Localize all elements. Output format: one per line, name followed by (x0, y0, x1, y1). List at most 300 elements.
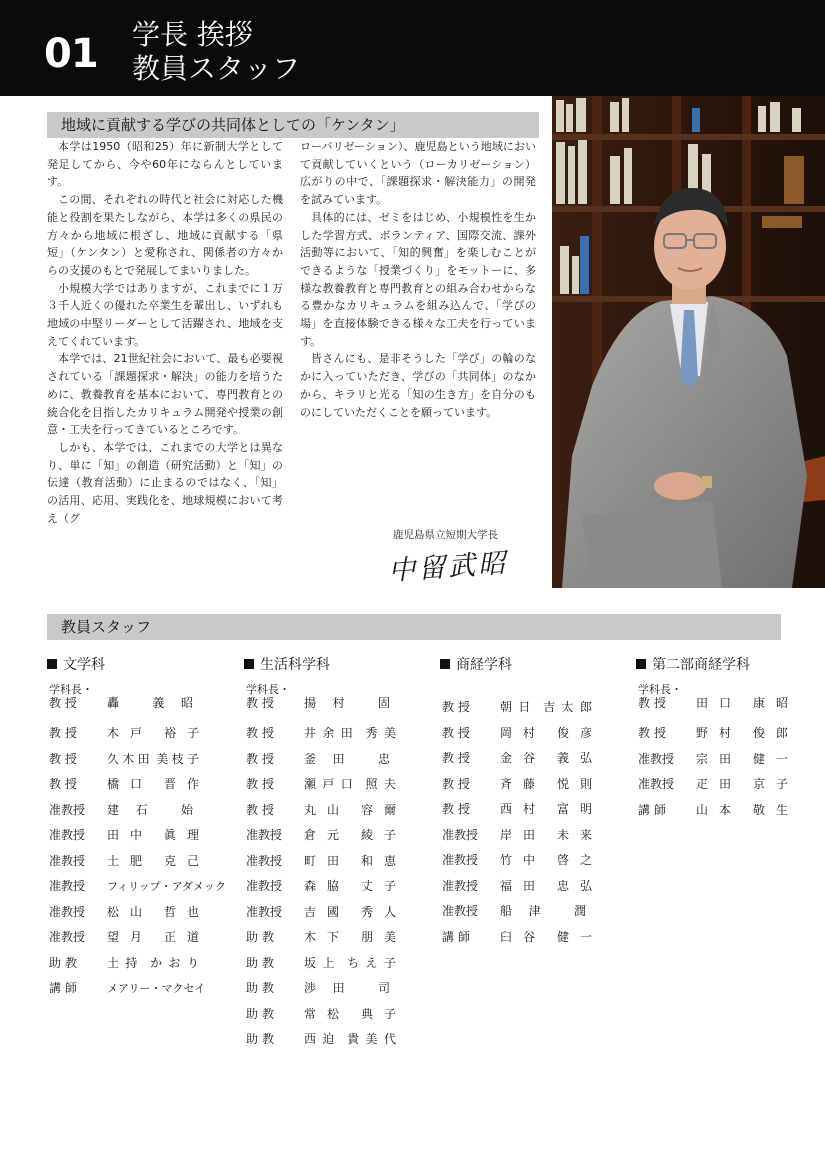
name-char: 下 (327, 930, 340, 944)
staff-row (47, 721, 237, 747)
staff-row (440, 721, 630, 747)
name-char: 京 (752, 777, 765, 791)
name-char: 野 (696, 726, 709, 740)
staff-rank: 助教 (246, 930, 279, 944)
name-char: お (168, 955, 181, 970)
name-char: 富 (556, 802, 569, 816)
staff-name (696, 798, 788, 824)
name-char: 岡 (500, 725, 513, 740)
name-char: 瀬 (304, 777, 317, 791)
name-char: 照 (365, 777, 378, 791)
greeting-heading-bar (47, 112, 539, 138)
greeting-paragraph: しかも、本学では、これまでの大学とは異なり、単に「知」の創造（研究活動）と「知」の伝達（教育活動）に止まるのではなく、「知」の活用、応用、実践化を、地球規模において考え（グ (47, 440, 283, 525)
name-char: 國 (327, 904, 340, 919)
name-char: 敬 (752, 802, 765, 817)
name-char: 太 (561, 700, 574, 714)
staff-rank: 教授 (442, 725, 475, 740)
section-title (132, 18, 300, 86)
staff-name (304, 721, 396, 747)
name-char: 丈 (360, 879, 373, 893)
staff-rank: 准教授 (246, 828, 283, 842)
staff-name (500, 746, 592, 772)
name-char: 元 (327, 828, 340, 842)
staff-rank: 教授 (442, 802, 475, 816)
square-bullet-icon (47, 659, 57, 669)
name-char: 忠 (377, 751, 390, 766)
name-char: 石 (135, 802, 148, 817)
name-char: 中 (130, 828, 143, 842)
staff-rank: 助教 (246, 1006, 279, 1021)
staff-name (304, 696, 390, 711)
signature: 中留武昭 (387, 547, 510, 588)
name-char: 悦 (556, 776, 569, 791)
name-char: 松 (107, 904, 120, 919)
name-char: 明 (579, 802, 592, 816)
name-char: 津 (528, 904, 541, 918)
name-char: 子 (775, 777, 788, 791)
president-portrait-photo (552, 96, 825, 588)
staff-row (244, 1027, 434, 1053)
name-char: 夫 (383, 777, 396, 791)
name-char: 村 (523, 725, 536, 740)
name-char: 田 (332, 981, 345, 995)
name-char: 月 (130, 930, 143, 944)
staff-rank: 教授 (246, 726, 279, 740)
staff-row (440, 797, 630, 823)
staff-name (696, 747, 788, 773)
staff-rank: 准教授 (442, 878, 479, 893)
name-char: 常 (304, 1006, 317, 1021)
department-life-science (244, 655, 434, 1053)
staff-rank: 教授 (49, 696, 82, 710)
name-char: 朝 (500, 700, 513, 714)
name-char: 上 (322, 955, 335, 970)
name-char: 人 (383, 904, 396, 919)
name-char: 爾 (383, 802, 396, 817)
name-char: 丸 (304, 802, 317, 817)
staff-rank: 准教授 (442, 853, 479, 867)
staff-row (440, 823, 630, 849)
staff-name (500, 823, 592, 849)
name-char: 俊 (752, 726, 765, 740)
name-char: 昭 (775, 696, 788, 710)
name-char: 町 (304, 853, 317, 868)
name-char: 始 (180, 802, 193, 817)
name-char: ち (347, 955, 360, 970)
staff-row (47, 925, 237, 951)
staff-rank: 准教授 (246, 904, 283, 919)
staff-name (500, 874, 592, 900)
staff-row (440, 848, 630, 874)
name-char: 義 (152, 696, 165, 710)
staff-name (304, 772, 396, 798)
name-char: 田 (327, 853, 340, 868)
staff-rank: 准教授 (638, 751, 675, 766)
staff-row (244, 747, 434, 773)
name-char: え (365, 955, 378, 970)
name-char: 郎 (579, 700, 592, 714)
name-char: 山 (130, 904, 143, 919)
name-char: 久 (107, 751, 120, 766)
staff-rank: 教授 (638, 696, 671, 710)
staff-row (244, 798, 434, 824)
name-char: 船 (500, 904, 513, 918)
name-char: 昭 (180, 696, 193, 710)
name-char: 渉 (304, 981, 317, 995)
signature-caption: 鹿児島県立短期大学長 (393, 529, 498, 541)
staff-name (107, 747, 199, 773)
name-char: 固 (377, 696, 390, 710)
name-char: 木 (122, 751, 135, 766)
staff-rank: 教授 (246, 751, 279, 766)
staff-row (636, 696, 825, 711)
staff-rank: 准教授 (49, 930, 86, 944)
staff-name (500, 721, 592, 747)
name-char: 郎 (775, 726, 788, 740)
name-char: 田 (696, 696, 709, 710)
staff-list (636, 696, 825, 823)
name-char: 健 (556, 929, 569, 944)
staff-row (244, 976, 434, 1002)
name-char: 則 (579, 776, 592, 791)
staff-row (440, 772, 630, 798)
name-char: 田 (340, 726, 353, 740)
staff-name (696, 772, 788, 798)
name-char: 秀 (360, 904, 373, 919)
staff-heading-bar (47, 614, 781, 640)
name-char: 日 (518, 700, 531, 714)
name-char: 啓 (556, 853, 569, 867)
name-char: 子 (383, 1006, 396, 1021)
name-char: 田 (523, 827, 536, 842)
name-char: 土 (107, 955, 120, 970)
name-char: 臼 (500, 929, 513, 944)
section-title-line2: 教員スタッフ (132, 52, 301, 85)
name-char: 子 (383, 955, 396, 970)
name-char: 肥 (130, 853, 143, 868)
staff-row (47, 747, 237, 773)
name-char: 轟 (107, 696, 120, 710)
name-char: 山 (696, 802, 709, 817)
staff-list (244, 696, 434, 1053)
staff-row (47, 823, 237, 849)
staff-rank: 講師 (638, 802, 671, 817)
name-char: 忠 (556, 878, 569, 893)
name-char: 之 (579, 853, 592, 867)
staff-name (500, 695, 592, 721)
name-char: 眞 (163, 828, 176, 842)
staff-rank: 准教授 (49, 904, 86, 919)
name-char: 木 (304, 930, 317, 944)
name-char: 脇 (327, 879, 340, 893)
staff-name (107, 798, 193, 824)
staff-list (47, 696, 237, 1002)
name-char: 斉 (500, 776, 513, 791)
staff-name (696, 696, 788, 711)
greeting-paragraph: 具体的には、ゼミをはじめ、小規模性を生かした学習方式、ボランティア、国際交流、課外活動等において、「知的興奮」を楽しむことができるような「授業づくり」をモットーに、多様な教養教育と専門教育との組み合わせからなる豊かなカリキュラムを組み込んで、「学びの場」を直接体験できる様々な工夫を行っています。 (300, 210, 536, 348)
staff-rank: 教授 (442, 751, 475, 765)
name-char: 潤 (573, 904, 586, 918)
staff-row (244, 696, 434, 711)
staff-rank: 教授 (442, 776, 475, 791)
staff-name: フィリップ・アダメック (107, 880, 226, 893)
staff-name (107, 823, 199, 849)
staff-name (304, 849, 396, 875)
staff-row (440, 925, 630, 951)
name-char: 弘 (579, 751, 592, 765)
department-title: 第二部商経学科 (636, 655, 825, 675)
staff-rank: 助教 (246, 981, 279, 995)
name-char: 恵 (383, 853, 396, 868)
greeting-paragraph: ローバリゼーション）、鹿児島という地域において貢献していくという（ローカリゼーション）広がりの中で、「課題探求・解決能力」の開発を試みています。 (300, 140, 536, 207)
staff-row (244, 874, 434, 900)
department-commerce-economics (440, 655, 630, 950)
name-char: 口 (130, 777, 143, 791)
name-char: 西 (304, 1032, 317, 1046)
name-char: 岸 (500, 827, 513, 842)
name-char: 俊 (556, 725, 569, 740)
name-char: 持 (125, 955, 138, 970)
name-char: 竹 (500, 853, 513, 867)
staff-row (47, 696, 237, 711)
name-char: 村 (332, 696, 345, 710)
staff-list (440, 695, 630, 950)
name-char: 一 (775, 751, 788, 766)
name-char: 西 (500, 802, 513, 816)
name-char: 正 (163, 930, 176, 944)
staff-row (636, 772, 825, 798)
staff-row (244, 951, 434, 977)
name-char: 貴 (347, 1032, 360, 1046)
staff-name (107, 900, 199, 926)
staff-rank: 准教授 (246, 853, 283, 868)
name-char: 戸 (322, 777, 335, 791)
staff-rank: 准教授 (49, 853, 86, 868)
name-char: 未 (556, 827, 569, 842)
department-head-note: 学科長・ (246, 683, 290, 696)
staff-row (636, 798, 825, 824)
staff-rank: 教授 (246, 777, 279, 791)
name-char: 朋 (360, 930, 373, 944)
name-char: 枝 (171, 751, 184, 766)
staff-rank: 助教 (246, 1032, 279, 1046)
staff-row (47, 849, 237, 875)
staff-rank: 准教授 (442, 904, 479, 918)
staff-name (304, 976, 390, 1002)
name-char: 美 (365, 1032, 378, 1046)
staff-name (107, 925, 199, 951)
staff-rank: 准教授 (49, 828, 86, 842)
name-char: り (186, 955, 199, 970)
staff-name (304, 798, 396, 824)
name-char: 井 (304, 726, 317, 740)
name-char: 哲 (163, 904, 176, 919)
staff-name (107, 696, 193, 711)
name-char: か (150, 955, 163, 970)
name-char: 迫 (322, 1032, 335, 1046)
name-char: 倉 (304, 828, 317, 842)
name-char: 生 (775, 802, 788, 817)
page-header (0, 0, 825, 96)
staff-name: メアリー・マクセイ (107, 982, 206, 995)
name-char: 藤 (523, 776, 536, 791)
name-char: 村 (523, 802, 536, 816)
name-char: 子 (383, 828, 396, 842)
name-char: 山 (327, 802, 340, 817)
section-title-line1: 学長 挨拶 (132, 18, 253, 51)
staff-name (696, 721, 788, 747)
staff-row (440, 746, 630, 772)
greeting-column-left (47, 138, 283, 527)
name-char: 田 (137, 751, 150, 766)
staff-name (107, 849, 199, 875)
name-char: 義 (556, 751, 569, 765)
name-char: 田 (107, 828, 120, 842)
staff-name (107, 951, 199, 977)
staff-name (304, 874, 396, 900)
staff-name (500, 848, 592, 874)
staff-rank: 講師 (49, 981, 82, 995)
square-bullet-icon (440, 659, 450, 669)
staff-rank: 准教授 (638, 777, 675, 791)
greeting-paragraph: 皆さんにも、是非そうした「学び」の輪のなかに入っていただき、学びの「共同体」のなかから、キラリと光る「知の生き方」を自分のものにしていただくことを願っています。 (300, 352, 536, 419)
name-char: 村 (719, 726, 732, 740)
greeting-paragraph: 本学は1950（昭和25）年に新制大学として発足してから、今や60年にならんとしています。 (47, 140, 283, 189)
staff-rank: 助教 (49, 955, 82, 970)
staff-rank: 准教授 (246, 879, 283, 893)
name-char: 望 (107, 930, 120, 944)
staff-rank: 准教授 (442, 827, 479, 842)
name-char: 余 (322, 726, 335, 740)
name-char: 子 (186, 726, 199, 740)
staff-row (47, 951, 237, 977)
department-head-note: 学科長・ (49, 683, 93, 696)
name-char: 晋 (163, 777, 176, 791)
department-title: 商経学科 (440, 655, 630, 675)
staff-name (304, 1002, 396, 1028)
staff-name (304, 747, 390, 773)
staff-row (47, 798, 237, 824)
section-number: 01 (44, 31, 98, 77)
department-head-note: 学科長・ (638, 683, 682, 696)
name-char: 綾 (360, 828, 373, 842)
name-char: 中 (523, 853, 536, 867)
name-char: 一 (579, 929, 592, 944)
staff-name (500, 797, 592, 823)
name-char: 揚 (304, 696, 317, 710)
staff-row (47, 900, 237, 926)
name-char: 吉 (304, 904, 317, 919)
name-char: 田 (719, 777, 732, 791)
staff-name (107, 772, 199, 798)
name-char: 田 (332, 751, 345, 766)
staff-row (47, 874, 237, 900)
name-char: 健 (752, 751, 765, 766)
name-char: 和 (360, 853, 373, 868)
staff-rank: 教授 (638, 726, 671, 740)
name-char: 宗 (696, 751, 709, 766)
name-char: 吉 (543, 700, 556, 714)
name-char: 典 (360, 1006, 373, 1021)
name-char: 森 (304, 879, 317, 893)
staff-row (47, 976, 237, 1002)
name-char: 作 (186, 777, 199, 791)
staff-rank: 教授 (49, 777, 82, 791)
staff-name (500, 925, 592, 951)
greeting-paragraph: 小規模大学ではありますが、これまでに１万３千人近くの優れた卒業生を輩出し、いずれも地域の中堅リーダーとして活躍され、地域を支えてくれています。 (47, 281, 283, 348)
name-char: 建 (107, 802, 120, 817)
greeting-heading: 地域に貢献する学びの共同体としての「ケンタン」 (61, 116, 405, 134)
name-char: 裕 (163, 726, 176, 740)
name-char: 田 (523, 878, 536, 893)
staff-row (244, 900, 434, 926)
name-char: 田 (719, 751, 732, 766)
staff-row (244, 772, 434, 798)
staff-name (500, 772, 592, 798)
name-char: 谷 (523, 751, 536, 765)
staff-rank: 教授 (49, 726, 82, 740)
portrait-illustration (552, 96, 825, 588)
square-bullet-icon (636, 659, 646, 669)
staff-rank: 教授 (49, 751, 82, 766)
greeting-paragraph: 本学では、21世紀社会において、最も必要視されている「課題探求・解決」の能力を培うために、教養教育を基本において、専門教育との統合化を目指したカリキュラム開発や授業の創意・工夫を行ってきているところです。 (47, 352, 283, 437)
staff-rank: 教授 (246, 696, 279, 710)
name-char: 谷 (523, 929, 536, 944)
greeting-column-right (300, 138, 536, 421)
staff-row (47, 772, 237, 798)
name-char: 本 (719, 802, 732, 817)
name-char: 美 (156, 751, 169, 766)
staff-name (304, 925, 396, 951)
staff-rank: 教授 (246, 802, 279, 817)
name-char: 代 (383, 1032, 396, 1046)
name-char: 橋 (107, 777, 120, 791)
name-char: 弘 (579, 878, 592, 893)
staff-row (244, 1002, 434, 1028)
name-char: 美 (383, 930, 396, 944)
name-char: 己 (186, 853, 199, 868)
name-char: 来 (579, 827, 592, 842)
greeting-paragraph: この間、それぞれの時代と社会に対応した機能と役割を果たしながら、本学は多くの県民の方々から地域に根ざし、地域に貢献する「県短」（ケンタン）と愛称され、関係者の方々からの支援のもとで発展してまいりました。 (47, 193, 283, 277)
name-char: 福 (500, 878, 513, 893)
name-char: 康 (752, 696, 765, 710)
staff-rank: 助教 (246, 955, 279, 970)
name-char: 松 (327, 1006, 340, 1021)
staff-row (440, 874, 630, 900)
staff-name (107, 721, 199, 747)
department-literature (47, 655, 237, 1002)
staff-row (244, 823, 434, 849)
staff-name (500, 899, 586, 925)
staff-row (636, 747, 825, 773)
staff-row (244, 849, 434, 875)
staff-name (304, 823, 396, 849)
staff-row (440, 695, 630, 721)
name-char: 土 (107, 853, 120, 868)
department-title: 文学科 (47, 655, 237, 675)
name-char: 子 (383, 879, 396, 893)
name-char: 彦 (579, 725, 592, 740)
name-char: 疋 (696, 777, 709, 791)
square-bullet-icon (244, 659, 254, 669)
staff-rank: 准教授 (49, 802, 86, 817)
name-char: 司 (377, 981, 390, 995)
name-char: 木 (107, 726, 120, 740)
name-char: 口 (340, 777, 353, 791)
name-char: 道 (186, 930, 199, 944)
staff-heading: 教員スタッフ (61, 618, 152, 636)
staff-rank: 教授 (442, 700, 475, 714)
